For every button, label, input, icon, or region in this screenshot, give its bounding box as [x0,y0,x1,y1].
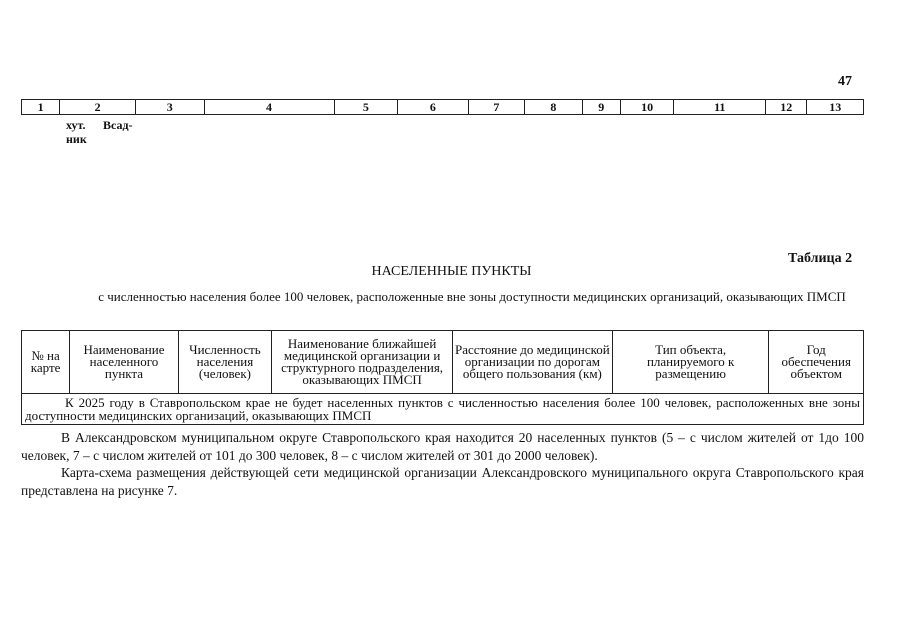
column-number-header-table [21,99,864,115]
column-number: 6 [398,100,469,115]
page-number: 47 [838,74,852,89]
column-number: 10 [620,100,673,115]
column-number: 3 [135,100,204,115]
column-number: 5 [334,100,398,115]
table-row [22,100,864,115]
table-title: НАСЕЛЕННЫЕ ПУНКТЫ [371,264,532,279]
column-number: 9 [582,100,620,115]
settlement-name-part: Всад- [103,118,133,132]
column-header: Численность населения (человек) [178,331,271,394]
column-header: № на карте [22,331,70,394]
body-paragraph [21,429,864,465]
table-header-row [22,331,864,394]
table-label: Таблица 2 [788,251,853,266]
column-number: 4 [204,100,334,115]
column-header: Год обеспечения объектом [769,331,864,394]
paragraph-text: Карта-схема размещения действующей сети медицинской организации Александровского муниципального округа Ставропольского края представлена на рисунке 7. [21,465,864,498]
settlement-name-part: ник [66,132,87,146]
table-note-cell [22,394,864,425]
settlements-table [21,330,864,425]
body-paragraph [21,464,864,500]
column-header: Тип объекта, планируемого к размещению [612,331,769,394]
paragraph-text: В Александровском муниципальном округе Ставропольского края находится 20 населенных пунктов (5 – с числом жителей от 1до 100 человек, 7 – с числом жителей от 101 до 300 человек, 8 – с числом жителей от 301 до 2000 человек). [21,430,864,463]
table-note: К 2025 году в Ставропольском крае не будет населенных пунктов с численностью населения более 100 человек, расположенных вне зоны доступности медицинских организаций, оказывающих ПМСП [25,395,860,423]
column-number: 7 [468,100,524,115]
table-row [22,394,864,425]
column-number: 8 [525,100,582,115]
column-number: 12 [766,100,807,115]
column-number: 11 [674,100,766,115]
column-header: Наименование ближайшей медицинской организации и структурного подразделения, оказывающих ПМСП [272,331,453,394]
column-header: Расстояние до медицинской организации по дорогам общего пользования (км) [453,331,613,394]
column-number: 2 [60,100,136,115]
column-number: 13 [807,100,864,115]
column-header: Наименование населенного пункта [70,331,179,394]
settlement-type-label: хут. [66,118,86,132]
column-number: 1 [22,100,60,115]
table-subtitle: с численностью населения более 100 человек, расположенные вне зоны доступности медицинских организаций, оказывающих ПМСП [98,289,846,304]
